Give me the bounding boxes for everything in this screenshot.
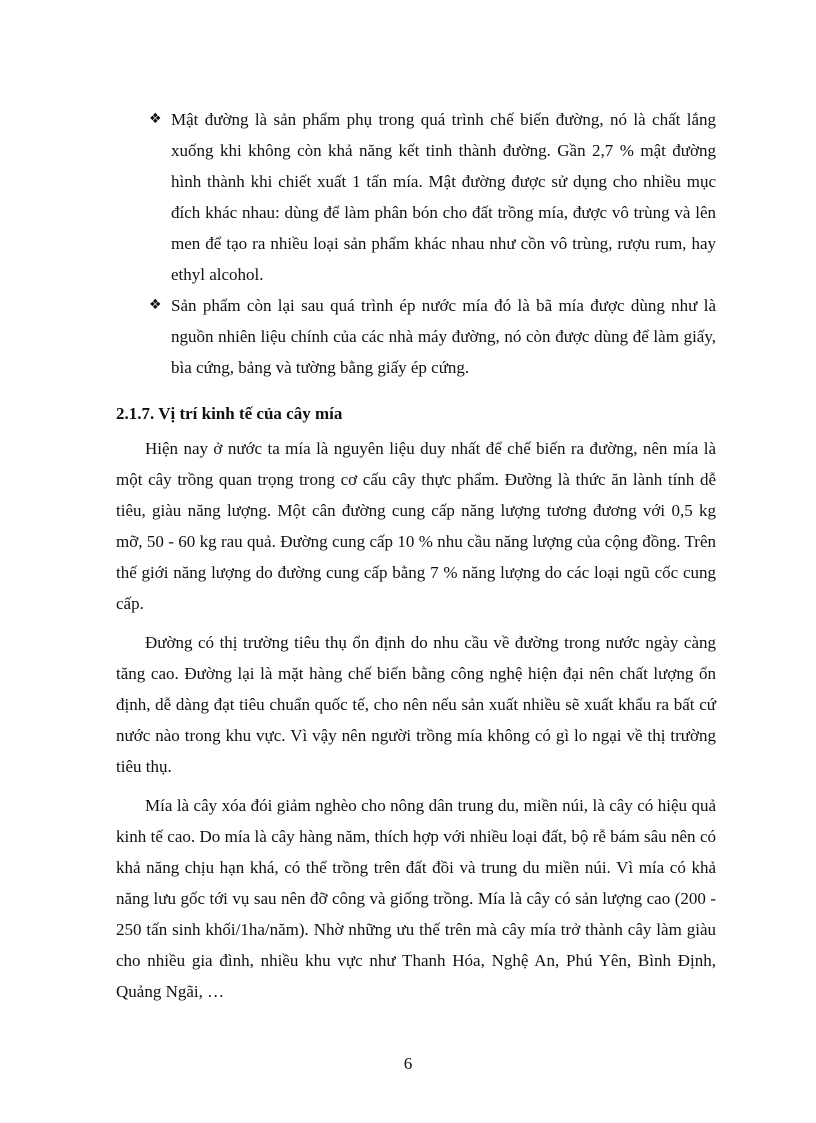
bullet-item-bagasse <box>116 290 716 383</box>
bullet-item-molasses <box>116 104 716 290</box>
bullet-text: Sản phẩm còn lại sau quá trình ép nước mía đó là bã mía được dùng như là nguồn nhiên liệu chính của các nhà máy đường, nó còn được dùng để làm giấy, bìa cứng, bảng và tường bằng giấy ép cứng. <box>171 296 716 377</box>
diamond-bullet-icon: ❖ <box>149 111 162 127</box>
bullet-text: Mật đường là sản phẩm phụ trong quá trình chế biến đường, nó là chất lắng xuống khi không còn khả năng kết tinh thành đường. Gần 2,7 % mật đường hình thành khi chiết xuất 1 tấn mía. Mật đường được sử dụng cho nhiều mục đích khác nhau: dùng để làm phân bón cho đất trồng mía, được vô trùng và lên men để tạo ra nhiều loại sản phẩm khác nhau như cồn vô trùng, rượu rum, hay ethyl alcohol. <box>171 110 716 284</box>
paragraph: Hiện nay ở nước ta mía là nguyên liệu duy nhất để chế biến ra đường, nên mía là một cây trồng quan trọng trong cơ cấu cây thực phẩm. Đường là thức ăn lành tính dễ tiêu, giàu năng lượng. Một cân đường cung cấp năng lượng tương đương với 0,5 kg mỡ, 50 - 60 kg rau quả. Đường cung cấp 10 % nhu cầu năng lượng của cộng đồng. Trên thế giới năng lượng do đường cung cấp bằng 7 % năng lượng do các loại ngũ cốc cung cấp. <box>116 439 716 613</box>
section-heading: 2.1.7. Vị trí kinh tế của cây mía <box>116 404 343 423</box>
page-number: 6 <box>403 1054 413 1073</box>
diamond-bullet-icon: ❖ <box>149 297 162 313</box>
paragraph: Mía là cây xóa đói giảm nghèo cho nông dân trung du, miền núi, là cây có hiệu quả kinh tế cao. Do mía là cây hàng năm, thích hợp với nhiều loại đất, bộ rễ bám sâu nên có khả năng chịu hạn khá, có thể trồng trên đất đồi và trung du miền núi. Vì mía có khả năng lưu gốc tới vụ sau nên đỡ công và giống trồng. Mía là cây có sản lượng cao (200 - 250 tấn sinh khối/1ha/năm). Nhờ những ưu thế trên mà cây mía trở thành cây làm giàu cho nhiều gia đình, nhiều khu vực như Thanh Hóa, Nghệ An, Phú Yên, Bình Định, Quảng Ngãi, … <box>116 796 716 1001</box>
document-page <box>116 104 716 1007</box>
paragraph: Đường có thị trường tiêu thụ ổn định do nhu cầu về đường trong nước ngày càng tăng cao. Đường lại là mặt hàng chế biến bằng công nghệ hiện đại nên chất lượng ổn định, dễ dàng đạt tiêu chuẩn quốc tế, cho nên nếu sản xuất nhiều sẽ xuất khẩu ra bất cứ nước nào trong khu vực. Vì vậy nên người trồng mía không có gì lo ngại về thị trường tiêu thụ. <box>116 633 716 776</box>
